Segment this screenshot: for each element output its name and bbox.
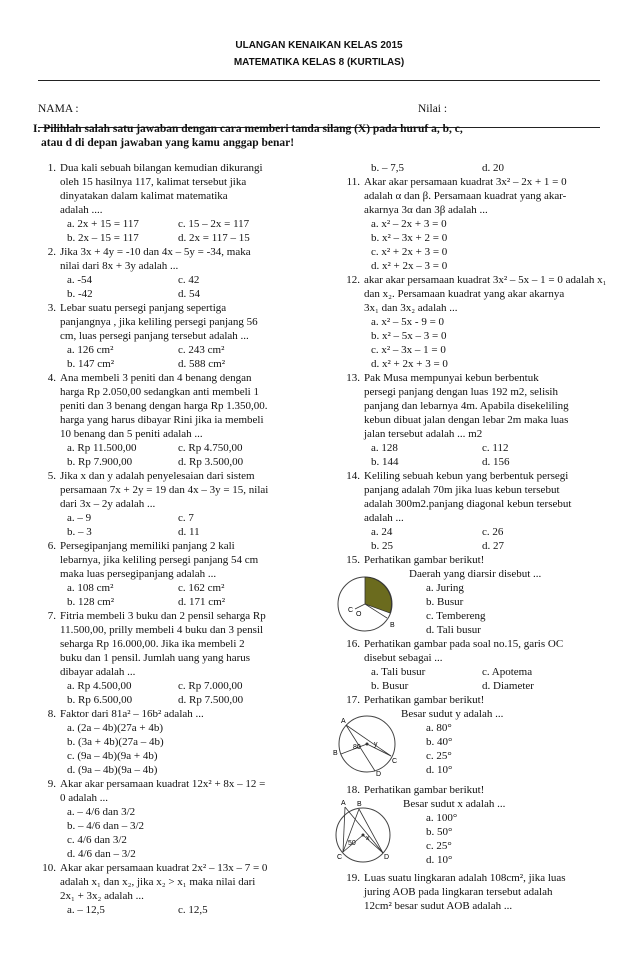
- option-c[interactable]: c. Rp 7.000,00: [178, 680, 243, 692]
- option-d[interactable]: d. Rp 7.500,00: [178, 694, 244, 706]
- question-text: kebun dibuat jalan dengan lebar 2m maka luas: [364, 414, 569, 426]
- question-text: dinyatakan dalam kalimat matematika: [60, 190, 228, 202]
- question-14: [341, 469, 611, 553]
- question-8: [37, 707, 317, 777]
- question-text: buku dan 1 pensil. Jumlah uang yang harus: [60, 652, 251, 664]
- question-text: 3x₁ dan 3x₂ adalah ...: [364, 302, 458, 314]
- name-field-label: NAMA :: [38, 103, 79, 115]
- option-d[interactable]: d. 10°: [426, 764, 453, 776]
- option-a[interactable]: a. Rp 4.500,00: [67, 680, 132, 692]
- option-d[interactable]: d. 156: [482, 456, 510, 468]
- question-number: 9.: [47, 778, 56, 790]
- option-d[interactable]: d. 588 cm²: [178, 358, 225, 370]
- label-b: B: [333, 750, 338, 757]
- question-number: 5.: [47, 470, 56, 482]
- question-6: [37, 539, 317, 609]
- option-b[interactable]: b. Busur: [371, 680, 409, 692]
- question-text: harga yang harus dibayar Rini jika ia membeli: [60, 414, 264, 426]
- option-c[interactable]: c. 4/6 dan 3/2: [67, 834, 127, 846]
- question-text: maka luas persegipanjang adalah ...: [60, 568, 217, 580]
- angle-variable: x: [366, 835, 370, 842]
- option-c[interactable]: c. 15 – 2x = 117: [178, 218, 250, 230]
- question-text: adalah α dan β. Persamaan kuadrat yang akar-: [364, 190, 567, 202]
- label-o: O: [356, 611, 362, 618]
- question-text: adalah 300m2.panjang diagonal kebun tersebut: [364, 498, 572, 510]
- exam-subtitle: MATEMATIKA KELAS 8 (KURTILAS): [233, 57, 405, 68]
- question-text: 12cm² besar sudut AOB adalah ...: [364, 900, 513, 912]
- question-15: [341, 553, 611, 636]
- option-c[interactable]: c. x² – 3x – 1 = 0: [371, 344, 446, 356]
- question-text: panjangnya , jika keliling persegi panjang 56: [60, 316, 258, 328]
- label-a: A: [341, 800, 346, 807]
- option-d[interactable]: d. 11: [178, 526, 200, 538]
- option-a[interactable]: a. 108 cm²: [67, 582, 114, 594]
- option-a[interactable]: a. Rp 11.500,00: [67, 442, 137, 454]
- option-d[interactable]: d. x² + 2x – 3 = 0: [371, 260, 448, 272]
- question-text: persegi panjang dengan luas 192 m2, selisih: [364, 386, 558, 398]
- question-number: 13.: [346, 372, 360, 384]
- question-text: cm, luas persegi panjang tersebut adalah ...: [60, 330, 249, 342]
- option-c[interactable]: c. 25°: [426, 750, 452, 762]
- option-b[interactable]: b. 128 cm²: [67, 596, 114, 608]
- score-field-label: Nilai :: [418, 103, 448, 115]
- question-1: [37, 161, 317, 245]
- option-b[interactable]: b. Rp 6.500,00: [67, 694, 133, 706]
- option-b[interactable]: b. x² – 3x + 2 = 0: [371, 232, 448, 244]
- question-number: 10.: [42, 862, 56, 874]
- question-text: Pak Musa mempunyai kebun berbentuk: [364, 372, 539, 384]
- question-number: 16.: [346, 638, 360, 650]
- question-text: Jika 3x + 4y = -10 dan 4x – 5y = -34, maka: [60, 246, 251, 258]
- question-11: [341, 175, 611, 273]
- option-d[interactable]: d. 4/6 dan – 3/2: [67, 848, 136, 860]
- left-column: [37, 161, 317, 917]
- option-a[interactable]: a. 126 cm²: [67, 344, 114, 356]
- option-d[interactable]: d. 27: [482, 540, 504, 552]
- question-text: Keliling sebuah kebun yang berbentuk persegi: [364, 470, 569, 482]
- label-d: D: [384, 854, 390, 861]
- question-text: Dua kali sebuah bilangan kemudian dikurangi: [60, 162, 263, 174]
- option-a[interactable]: a. 2x + 15 = 117: [67, 218, 139, 230]
- instruction-line-1: I. Pilihlah salah satu jawaban dengan cara memberi tanda silang (X) pada huruf a, b, c,: [33, 123, 463, 135]
- option-b[interactable]: b. 144: [371, 456, 399, 468]
- option-a[interactable]: a. Tali busur: [371, 666, 426, 678]
- option-b[interactable]: b. 40°: [426, 736, 453, 748]
- option-d[interactable]: d. (9a – 4b)(9a – 4b): [67, 764, 158, 776]
- option-a[interactable]: a. – 12,5: [67, 904, 105, 916]
- question-number: 8.: [47, 708, 56, 720]
- label-c: C: [337, 854, 343, 861]
- question-text: 10 benang dan 5 peniti adalah ...: [60, 428, 203, 440]
- option-a[interactable]: a. 24: [371, 526, 393, 538]
- question-4: [37, 371, 317, 469]
- option-c[interactable]: c. 26: [482, 526, 504, 538]
- question-number: 6.: [47, 540, 56, 552]
- option-b[interactable]: b. – 4/6 dan – 3/2: [67, 820, 144, 832]
- question-text: dan x₂. Persamaan kuadrat yang akar akarnya: [364, 288, 565, 300]
- question-text: Luas suatu lingkaran adalah 108cm², jika luas: [364, 872, 566, 884]
- question-13: [341, 371, 611, 469]
- option-b[interactable]: b. -42: [67, 288, 93, 300]
- label-b: B: [390, 622, 395, 629]
- question-number: 17.: [346, 694, 360, 706]
- option-b[interactable]: b. 50°: [426, 826, 453, 838]
- circle-segment-figure: [333, 569, 403, 639]
- option-c[interactable]: c. 162 cm²: [178, 582, 225, 594]
- question-text: Perhatikan gambar berikut!: [364, 694, 485, 706]
- question-9: [37, 777, 317, 861]
- option-b[interactable]: b. Busur: [426, 596, 464, 608]
- right-column: [333, 161, 611, 913]
- option-b[interactable]: b. 25: [371, 540, 393, 552]
- option-a[interactable]: a. 128: [371, 442, 398, 454]
- question-text: harga Rp 2.050,00 sedangkan anti membeli 1: [60, 386, 259, 398]
- question-text: nilai dari 8x + 3y adalah ...: [60, 260, 179, 272]
- label-c: C: [348, 607, 354, 614]
- question-text: Lebar suatu persegi panjang sepertiga: [60, 302, 227, 314]
- option-d[interactable]: d. Diameter: [482, 680, 534, 692]
- option-c[interactable]: c. (9a – 4b)(9a + 4b): [67, 750, 158, 762]
- question-text: Ana membeli 3 peniti dan 4 benang dengan: [60, 372, 252, 384]
- question-text: adalah ...: [364, 512, 404, 524]
- option-c[interactable]: c. 42: [178, 274, 200, 286]
- question-text: seharga Rp 16.000,00. Jika ika membeli 2: [60, 638, 245, 650]
- label-a: A: [341, 718, 346, 725]
- instruction: [33, 119, 593, 150]
- question-text: disebut sebagai ...: [364, 652, 443, 664]
- question-16: [341, 637, 611, 693]
- question-10-continued: [341, 161, 611, 175]
- question-5: [37, 469, 317, 539]
- option-a[interactable]: a. Juring: [426, 582, 464, 594]
- header-rule: [38, 80, 600, 81]
- option-a[interactable]: a. x² – 5x - 9 = 0: [371, 316, 445, 328]
- option-d[interactable]: d. 54: [178, 288, 200, 300]
- label-d: D: [376, 771, 382, 778]
- question-text: adalah x₁ dan x₂, jika x₂ > x₁ maka nilai dari: [60, 876, 256, 888]
- question-text: Jika x dan y adalah penyelesaian dari sistem: [60, 470, 255, 482]
- angle-variable: y: [374, 741, 378, 748]
- question-text: peniti dan 3 benang dengan harga Rp 1.350,00.: [60, 400, 268, 412]
- question-text: adalah ....: [60, 204, 103, 216]
- question-text: dibayar adalah ...: [60, 666, 136, 678]
- instruction-line-2: atau d di depan jawaban yang kamu anggap benar!: [41, 137, 295, 149]
- question-text: Fitria membeli 3 buku dan 2 pensil seharga Rp: [60, 610, 266, 622]
- question-prompt: Daerah yang diarsir disebut ...: [409, 568, 542, 580]
- question-2: [37, 245, 317, 301]
- question-number: 12.: [346, 274, 360, 286]
- option-c[interactable]: c. 112: [482, 442, 509, 454]
- option-b[interactable]: b. (3a + 4b)(27a – 4b): [67, 736, 164, 748]
- question-number: 3.: [47, 302, 56, 314]
- question-text: 11.500,00, prilly membeli 4 buku dan 3 pensil: [60, 624, 264, 636]
- question-text: Perhatikan gambar berikut!: [364, 784, 485, 796]
- question-text: dari 3x – 2y adalah ...: [60, 498, 156, 510]
- option-d[interactable]: d. Tali busur: [426, 624, 481, 636]
- inscribed-angle-figure-x: [321, 795, 401, 867]
- option-a[interactable]: a. 100°: [426, 812, 458, 824]
- question-text: oleh 15 hasilnya 117, kalimat tersebut jika: [60, 176, 247, 188]
- question-text: Faktor dari 81a² – 16b² adalah ...: [60, 708, 204, 720]
- question-number: 14.: [346, 470, 360, 482]
- question-number: 18.: [346, 784, 360, 796]
- option-b[interactable]: b. – 7,5: [371, 162, 404, 174]
- label-b: B: [357, 801, 362, 808]
- option-a[interactable]: a. 80°: [426, 722, 452, 734]
- option-c[interactable]: c. 25°: [426, 840, 452, 852]
- option-a[interactable]: a. – 4/6 dan 3/2: [67, 806, 136, 818]
- inscribed-angle-figure-y: [329, 708, 404, 778]
- question-number: 2.: [47, 246, 56, 258]
- option-c[interactable]: c. x² + 2x + 3 = 0: [371, 246, 448, 258]
- option-b[interactable]: b. x² – 5x – 3 = 0: [371, 330, 447, 342]
- exam-title: ULANGAN KENAIKAN KELAS 2015: [235, 40, 403, 51]
- question-text: 0 adalah ...: [60, 792, 108, 804]
- option-d[interactable]: d. 2x = 117 – 15: [178, 232, 250, 244]
- option-c[interactable]: c. Tembereng: [426, 610, 486, 622]
- option-c[interactable]: c. 12,5: [178, 904, 208, 916]
- option-c[interactable]: c. 243 cm²: [178, 344, 225, 356]
- question-text: Akar akar persamaan kuadrat 3x² – 2x + 1 = 0: [364, 176, 567, 188]
- question-prompt: Besar sudut y adalah ...: [401, 708, 504, 720]
- question-text: Perhatikan gambar pada soal no.15, garis OC: [364, 638, 564, 650]
- option-d[interactable]: d. 20: [482, 162, 504, 174]
- question-text: Persegipanjang memiliki panjang 2 kali: [60, 540, 235, 552]
- option-b[interactable]: b. 2x – 15 = 117: [67, 232, 139, 244]
- question-7: [37, 609, 317, 707]
- option-d[interactable]: d. Rp 3.500,00: [178, 456, 244, 468]
- question-number: 1.: [47, 162, 56, 174]
- question-17: [333, 693, 611, 778]
- question-number: 7.: [47, 610, 56, 622]
- label-c: C: [392, 758, 398, 765]
- question-19: [341, 871, 611, 913]
- question-text: panjang dan lebarnya 4m. Apabila disekeliling: [364, 400, 569, 412]
- question-12: [341, 273, 611, 371]
- option-c[interactable]: c. 7: [178, 512, 194, 524]
- angle-value: 50: [348, 840, 356, 847]
- option-a[interactable]: a. -54: [67, 274, 93, 286]
- option-b[interactable]: b. 147 cm²: [67, 358, 114, 370]
- option-d[interactable]: d. x² + 2x + 3 = 0: [371, 358, 448, 370]
- question-text: akar akar persamaan kuadrat 3x² – 5x – 1 = 0 adalah x₁: [364, 274, 607, 286]
- question-text: lebarnya, jika keliling persegi panjang 54 cm: [60, 554, 259, 566]
- question-prompt: Besar sudut x adalah ...: [403, 798, 506, 810]
- option-a[interactable]: a. – 9: [67, 512, 92, 524]
- question-number: 15.: [346, 554, 360, 566]
- question-text: Akar akar persamaan kuadrat 12x² + 8x – 12 =: [60, 778, 266, 790]
- option-b[interactable]: b. Rp 7.900,00: [67, 456, 133, 468]
- question-number: 4.: [47, 372, 56, 384]
- option-b[interactable]: b. – 3: [67, 526, 92, 538]
- question-text: panjang adalah 70m jika luas kebun tersebut: [364, 484, 560, 496]
- angle-value: 80: [353, 744, 361, 751]
- question-3: [37, 301, 317, 371]
- option-c[interactable]: c. Rp 4.750,00: [178, 442, 243, 454]
- option-c[interactable]: c. Apotema: [482, 666, 533, 678]
- option-d[interactable]: d. 10°: [426, 854, 453, 866]
- question-text: persamaan 7x + 2y = 19 dan 4x – 3y = 15, nilai: [60, 484, 269, 496]
- question-text: Akar akar persamaan kuadrat 2x² – 13x – 7 = 0: [60, 862, 268, 874]
- option-d[interactable]: d. 171 cm²: [178, 596, 225, 608]
- question-text: Perhatikan gambar berikut!: [364, 554, 485, 566]
- question-18: [337, 783, 611, 867]
- question-number: 19.: [346, 872, 360, 884]
- question-text: juring AOB pada lingkaran tersebut adalah: [364, 886, 553, 898]
- question-text: jalan tersebut adalah ... m2: [364, 428, 483, 440]
- question-text: 2x₁ + 3x₂ adalah ...: [60, 890, 144, 902]
- option-a[interactable]: a. x² – 2x + 3 = 0: [371, 218, 447, 230]
- question-10: [37, 861, 317, 917]
- option-a[interactable]: a. (2a – 4b)(27a + 4b): [67, 722, 164, 734]
- question-text: akarnya 3α dan 3β adalah ...: [364, 204, 488, 216]
- question-number: 11.: [346, 176, 360, 188]
